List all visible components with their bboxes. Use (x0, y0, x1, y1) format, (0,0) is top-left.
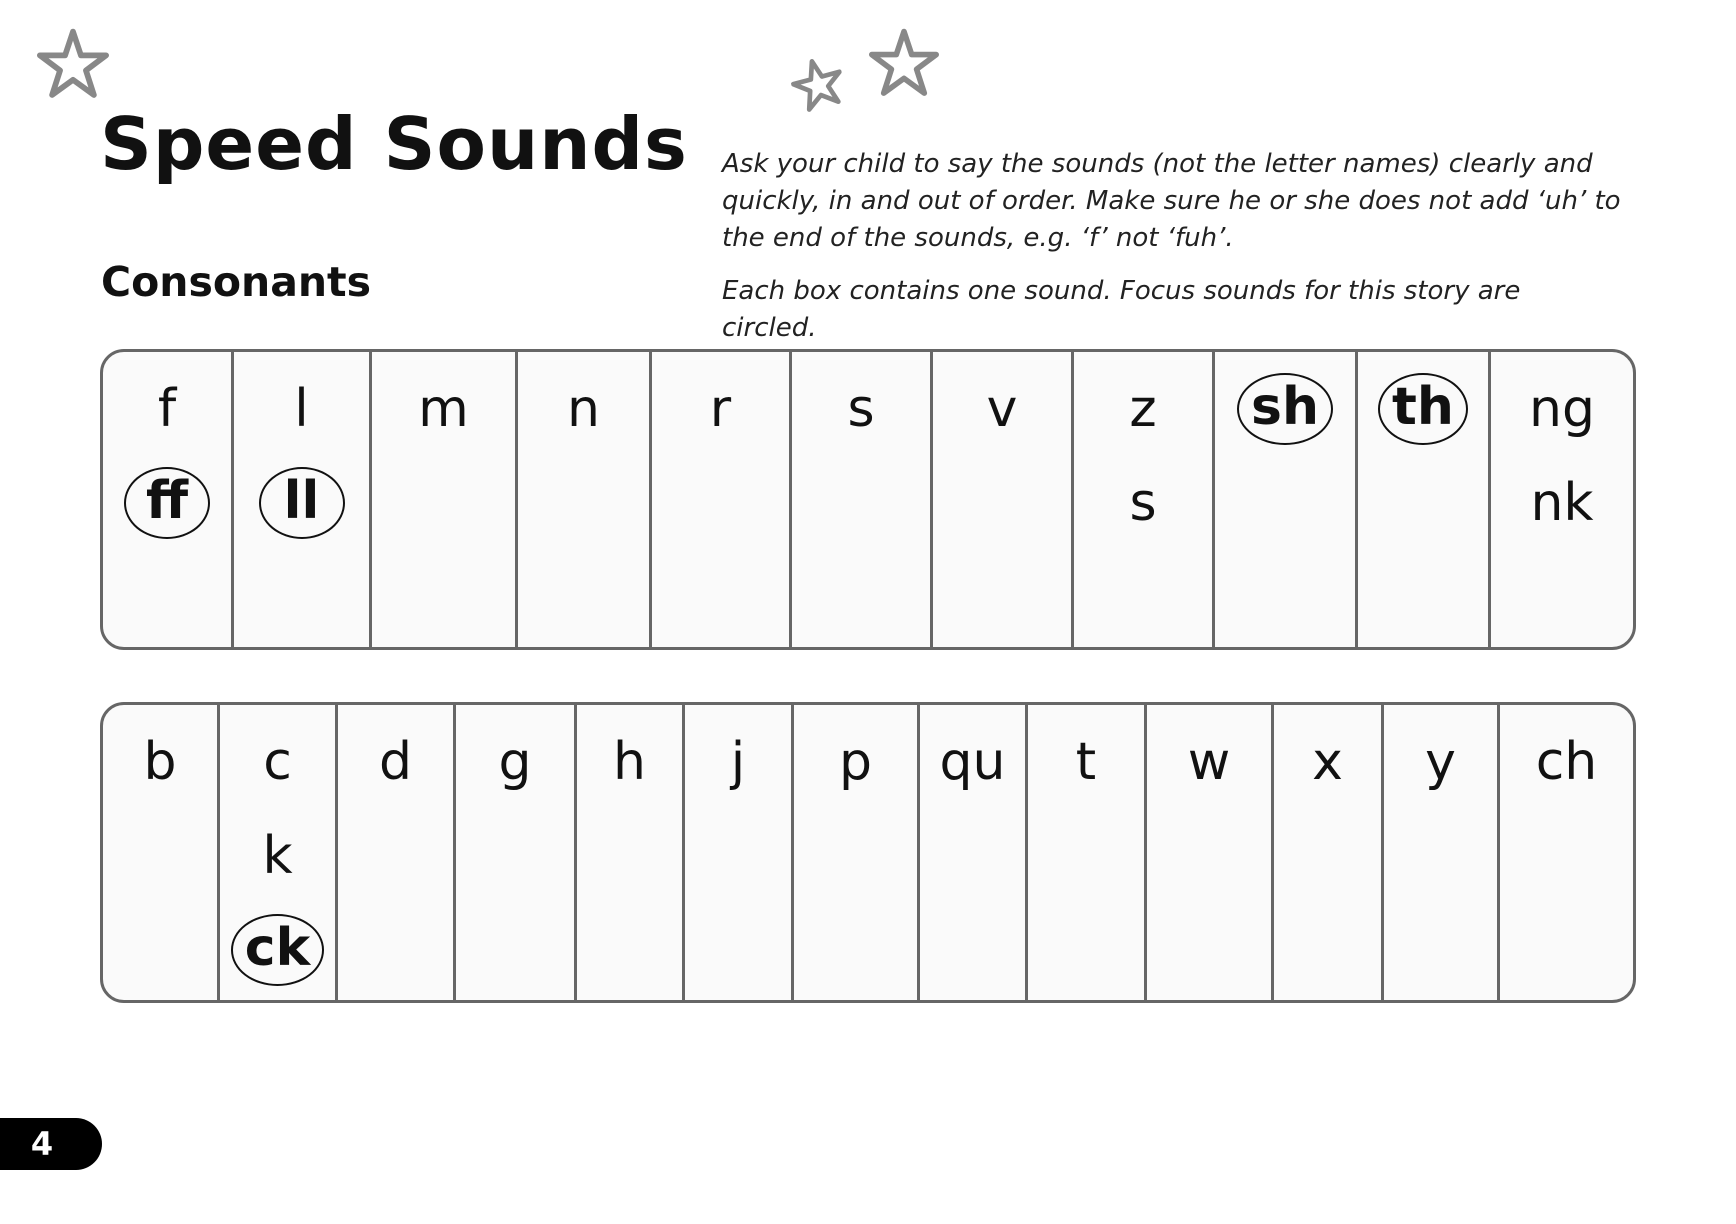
sound (1529, 362, 1595, 456)
sound-table-1 (100, 349, 1636, 650)
focus-sound (259, 456, 345, 550)
star-outline-icon (868, 28, 940, 98)
star-outline-icon (36, 28, 110, 100)
sound-label: ck (231, 914, 324, 986)
sound-cell (792, 352, 933, 647)
sound-cell (1028, 705, 1147, 1000)
sound (1076, 715, 1096, 809)
sound-label: b (143, 732, 177, 792)
sound-cell (1074, 352, 1215, 647)
sound (567, 362, 600, 456)
sound-label: ch (1535, 732, 1598, 792)
sound-cell (1147, 705, 1274, 1000)
sound (1129, 456, 1156, 550)
sound (1425, 715, 1456, 809)
section-heading: Consonants (101, 258, 372, 306)
sound (379, 715, 412, 809)
sound-label: y (1425, 732, 1456, 792)
sound (1536, 715, 1598, 809)
sound-cell (372, 352, 518, 647)
sound-label: c (263, 732, 292, 792)
sound-cell (518, 352, 652, 647)
sound-cell (1491, 352, 1633, 647)
focus-sound (1237, 362, 1333, 456)
sound-label: sh (1237, 373, 1333, 445)
sound (158, 362, 176, 456)
sound (731, 715, 745, 809)
sound-cell (1500, 705, 1633, 1000)
sound-cell (456, 705, 577, 1000)
sound (418, 362, 469, 456)
sound-label: qu (939, 732, 1006, 792)
sound-label: z (1129, 379, 1157, 439)
sound-label: x (1312, 732, 1343, 792)
page-number-tab (0, 1118, 102, 1170)
sound-cell (234, 352, 372, 647)
sound-cell (794, 705, 920, 1000)
sound-label: s (1129, 473, 1157, 533)
sound-label: nk (1530, 473, 1594, 533)
sound (613, 715, 646, 809)
sound (1129, 362, 1156, 456)
sound-label: w (1187, 732, 1231, 792)
sound-label: k (262, 826, 293, 886)
instruction-note: Each box contains one sound. Focus sounds for this story are circled. (722, 276, 1521, 343)
sound (940, 715, 1006, 809)
sound-label: l (294, 379, 309, 439)
sound (498, 715, 531, 809)
sound (1188, 715, 1231, 809)
sound-table-2 (100, 702, 1636, 1003)
sound-cell (1384, 705, 1500, 1000)
page-title: Speed Sounds (100, 102, 688, 186)
sound-label: g (498, 732, 532, 792)
sound-label: h (613, 732, 646, 792)
sound (294, 362, 308, 456)
sound-label: n (567, 379, 600, 439)
sound-label: m (418, 379, 469, 439)
sound-label: ff (124, 467, 210, 539)
sound-cell (920, 705, 1028, 1000)
sound-cell (1358, 352, 1491, 647)
sound (1530, 456, 1593, 550)
sound (262, 809, 292, 903)
sound-cell (338, 705, 456, 1000)
sound-label: j (730, 732, 746, 792)
page-number: 4 (30, 1125, 54, 1163)
sound (987, 362, 1018, 456)
sound-cell (103, 705, 220, 1000)
sound-label: th (1378, 373, 1468, 445)
sound-cell (933, 352, 1074, 647)
sound-label: s (847, 379, 875, 439)
sound-label: r (709, 379, 732, 439)
sound-label: t (1075, 732, 1097, 792)
sound (1312, 715, 1343, 809)
sound-label: p (838, 732, 872, 792)
sound-label: d (378, 732, 412, 792)
focus-sound (124, 456, 210, 550)
sound (839, 715, 872, 809)
sound (143, 715, 176, 809)
sound-label: ng (1529, 379, 1595, 439)
sound-cell (1274, 705, 1384, 1000)
sound-label: f (157, 379, 177, 439)
star-outline-icon (786, 52, 850, 116)
instruction-text: Ask your child to say the sounds (not the letter names) clearly and quickly, in and out of order. Make sure he or she does not add ‘uh’ to the end of the sounds, e.g. ‘f’ not ‘fuh’. (722, 149, 1621, 253)
sound (263, 715, 292, 809)
sound-cell (577, 705, 685, 1000)
sound-cell (652, 352, 792, 647)
focus-sound (1378, 362, 1468, 456)
sound-cell (1215, 352, 1358, 647)
sound (710, 362, 731, 456)
sound-label: ll (259, 467, 345, 539)
sound-cell (685, 705, 794, 1000)
sound (847, 362, 874, 456)
sound-cell (103, 352, 234, 647)
sound-cell (220, 705, 338, 1000)
sound-label: v (986, 379, 1018, 439)
focus-sound (231, 903, 324, 997)
